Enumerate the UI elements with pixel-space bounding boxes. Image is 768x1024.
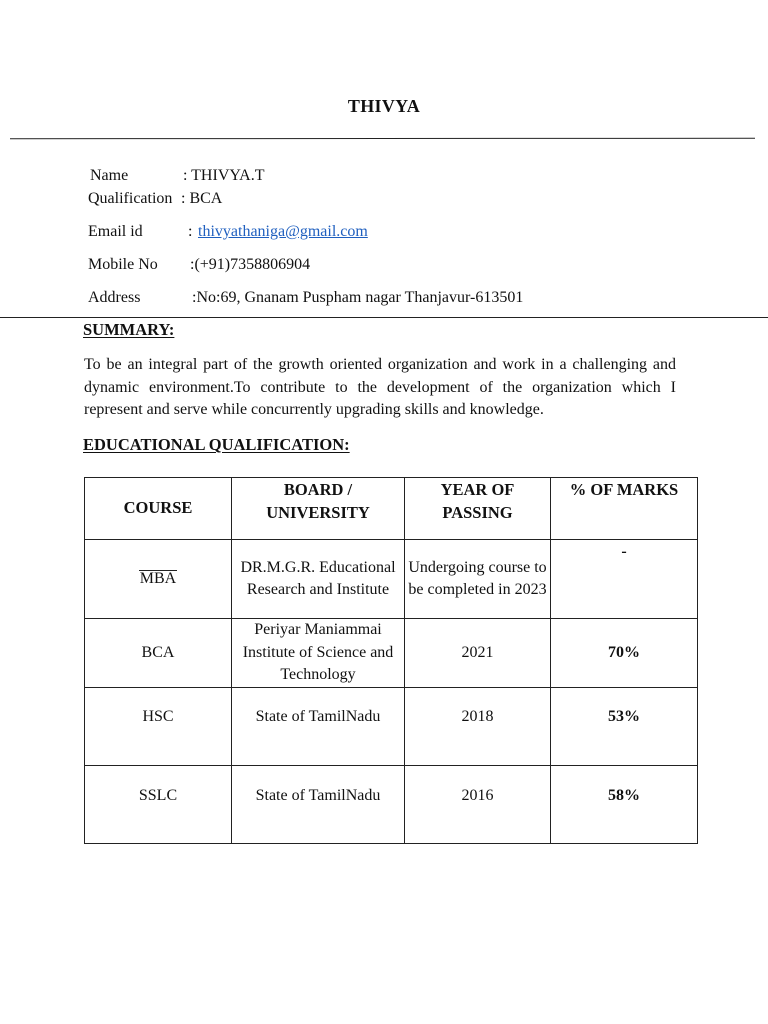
- email-link[interactable]: thivyathaniga@gmail.com: [198, 223, 368, 240]
- board-cell: State of TamilNadu: [232, 688, 405, 766]
- email-separator: :: [188, 223, 193, 240]
- education-heading: EDUCATIONAL QUALIFICATION:: [83, 435, 350, 454]
- board-cell: Periyar Maniammai Institute of Science and Technology: [232, 619, 405, 688]
- education-table: [84, 477, 698, 844]
- email-label: Email id: [88, 223, 143, 240]
- address-label: Address: [88, 289, 141, 306]
- course-cell: BCA: [85, 619, 232, 688]
- marks-cell: 58%: [551, 766, 698, 844]
- course-text: MBA: [139, 569, 177, 587]
- overline-decoration: [139, 570, 177, 571]
- marks-cell: -: [551, 540, 698, 619]
- marks-cell: 53%: [551, 688, 698, 766]
- table-header-row: [85, 478, 698, 540]
- year-cell: 2016: [405, 766, 551, 844]
- mobile-value: :(+91)7358806904: [190, 256, 311, 273]
- mobile-label: Mobile No: [88, 256, 158, 273]
- year-cell: Undergoing course to be completed in 2023: [405, 540, 551, 619]
- course-cell: SSLC: [85, 766, 232, 844]
- year-cell: 2018: [405, 688, 551, 766]
- column-header-year: YEAR OF PASSING: [405, 478, 551, 540]
- table-row: [85, 619, 698, 688]
- top-divider: [10, 138, 755, 140]
- column-header-course: COURSE: [85, 478, 232, 540]
- board-cell: DR.M.G.R. Educational Research and Institute: [232, 540, 405, 619]
- marks-cell: 70%: [551, 619, 698, 688]
- qualification-label: Qualification: [88, 190, 173, 207]
- section-divider: [0, 317, 768, 318]
- column-header-board: BOARD / UNIVERSITY: [232, 478, 405, 540]
- column-header-marks: % OF MARKS: [551, 478, 698, 540]
- address-value: :No:69, Gnanam Puspham nagar Thanjavur-613501: [192, 289, 524, 306]
- course-cell: [85, 540, 232, 619]
- table-row: [85, 766, 698, 844]
- name-label: Name: [90, 167, 129, 184]
- table-row: [85, 688, 698, 766]
- candidate-name-title: THIVYA: [347, 96, 421, 116]
- summary-heading: SUMMARY:: [83, 320, 175, 339]
- course-text-wrap: [140, 568, 176, 591]
- year-cell: 2021: [405, 619, 551, 688]
- board-cell: State of TamilNadu: [232, 766, 405, 844]
- table-row: [85, 540, 698, 619]
- qualification-value: : BCA: [181, 190, 223, 207]
- course-cell: HSC: [85, 688, 232, 766]
- summary-text: To be an integral part of the growth oriented organization and work in a challenging and dynamic environment.To contribute to the development of the organization which I represent and serve while concurrently upgrading skills and knowledge.: [84, 356, 676, 418]
- name-value: : THIVYA.T: [183, 167, 265, 184]
